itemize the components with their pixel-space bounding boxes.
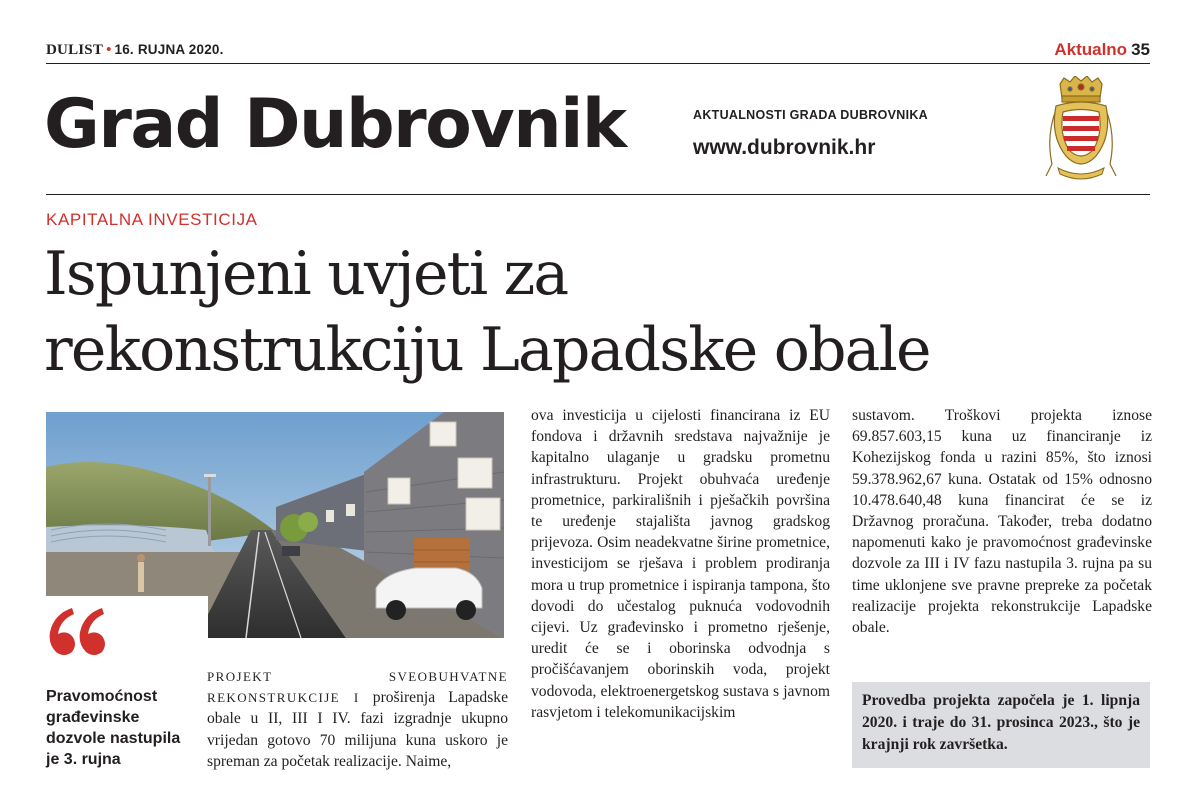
headline-line-2: rekonstrukciju Lapadske obale bbox=[44, 315, 930, 385]
article-kicker: KAPITALNA INVESTICIJA bbox=[46, 210, 258, 229]
publication-name: DULIST bbox=[46, 42, 104, 58]
masthead-tagline: AKTUALNOSTI GRADA DUBROVNIKA bbox=[693, 108, 929, 122]
column-1-text: proširenja Lapadske obale u II, III I IV. fazi izgradnje ukupno vrijedan gotovo 70 milijuna kuna uskoro je spreman za početak realizacije. Naime, bbox=[207, 689, 509, 770]
quote-mark-icon bbox=[46, 604, 108, 660]
article-column-3: sustavom. Troškovi projekta iznose 69.857.603,15 kuna uz financiranje iz Kohezijskog fonda u razini 85%, što iznosi 59.378.962,67 kuna. Ostatak od 15% odnosno 10.478.640,48 kuna financirat će se iz Državnog proračuna. Također, treba dodatno napomenuti kako je pravomoćnost građevinske dozvole za III i IV fazu nastupila 3. rujna pa su time uklonjene sve pravne prepreke za početak realizacije projekta rekonstrukcije Lapadske obale. bbox=[852, 407, 1152, 637]
section-name: Aktualno bbox=[1054, 40, 1128, 59]
publication-line bbox=[46, 42, 224, 59]
page-header bbox=[46, 40, 1150, 64]
headline-line-1: Ispunjeni uvjeti za bbox=[44, 239, 568, 309]
separator-dot-icon: • bbox=[106, 42, 112, 58]
masthead-title: Grad Dubrovnik bbox=[44, 85, 626, 164]
page-number: 35 bbox=[1131, 40, 1150, 59]
website-url: www.dubrovnik.hr bbox=[693, 136, 876, 159]
coat-of-arms-icon bbox=[1042, 76, 1120, 184]
pull-quote: Pravomoćnost građevinske dozvole nastupila je 3. rujna bbox=[46, 688, 181, 768]
article-headline bbox=[44, 236, 1154, 388]
article-column-2: ova investicija u cijelosti financirana iz EU fondova i državnih sredstava najvažnije je kapitalno ulaganje u gradsku prometnu infrastrukturu. Projekt obuhvaća uređenje prometnice, parkirališnih i pješačkih površina te uređenje stajališta javnog gradskog prijevoza. Osim neadekvatne širine prometnice, investicijom se rješava i problem prodiranja mora u trup prometnice i ispiranja tampona, što dovodi do učestalog puknuća vodovodnih cijevi. Uz građevinsko i prometno rješenje, uredit će se i oborinska odvodnja s pročišćavanjem oborinskih voda, projekt vodovoda, elektroenergetskog sustava s javnom rasvjetom i telekomunikacijskim bbox=[531, 407, 830, 721]
info-box: Provedba projekta započela je 1. lipnja 2020. i traje do 31. prosinca 2023., što je krajnji rok završetka. bbox=[852, 682, 1150, 768]
article-column-1 bbox=[207, 666, 508, 772]
masthead-divider bbox=[46, 194, 1150, 195]
lead-in-caps: PROJEKT SVEOBUHVATNE REKONSTRUKCIJE I bbox=[207, 669, 508, 706]
issue-date: 16. RUJNA 2020. bbox=[114, 42, 224, 57]
section-label bbox=[1054, 40, 1150, 60]
